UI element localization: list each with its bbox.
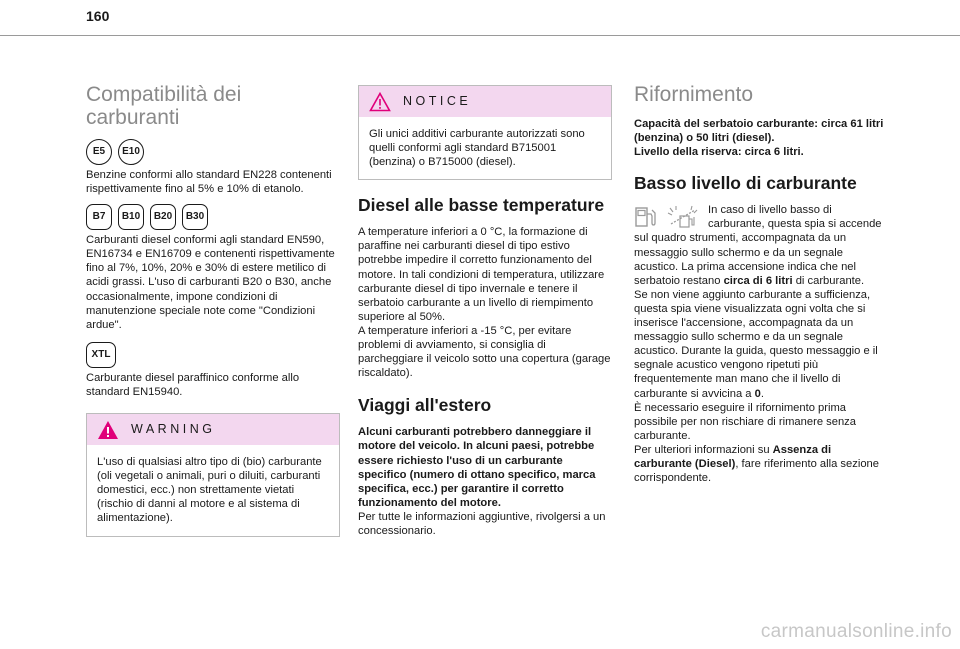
- low-fuel-reserve-amount: circa di 6 litri: [723, 274, 793, 287]
- fuel-pump-icon: [634, 205, 656, 229]
- warning-triangle-icon: [97, 420, 119, 440]
- low-fuel-reference-text: Per ulteriori informazioni su: [634, 443, 773, 456]
- low-fuel-icons: [634, 203, 700, 229]
- reserve-level: Livello della riserva: circa 6 litri.: [634, 146, 804, 159]
- low-fuel-intro: In caso di livello basso di carburante, questa spia si accende sul quadro strumenti, accompagnata da un messaggio sullo schermo e da un segnale acustico. La prima accensione indica che nel serbatoio restano: [634, 204, 882, 287]
- column-refuelling: [634, 83, 888, 485]
- travel-warning: Alcuni carburanti potrebbero danneggiare il motore del veicolo. In alcuni paesi, potrebbe essere richiesto l'uso di un carburante specifico (numero di ottano specifico, marca specifica, ecc.) per garantire il corretto funzionamento del motore.: [358, 426, 596, 509]
- low-fuel-paragraph-3: È necessario eseguire il rifornimento prima possibile per non rischiare di rimanere senza carburante.: [634, 401, 856, 442]
- diesel-cold-paragraph-2: A temperature inferiori a -15 °C, per evitare problemi di avviamento, si consiglia di parcheggiare il veicolo sotto una copertura (garage riscaldato).: [358, 324, 611, 380]
- fuel-label-b20-icon: B20: [150, 204, 176, 230]
- section-title-refuelling: Rifornimento: [634, 83, 754, 106]
- diesel-badges: [86, 204, 340, 230]
- diesel-description: Carburanti diesel conformi agli standard EN590, EN16734 e EN16709 e contenenti rispettivamente fino al 7%, 10%, 20% e 30% di estere metilico di acidi grassi. L'uso di carburanti B20 o B30, anche occasionalmente, impone condizioni di manutenzione speciale note come "Condizioni ardue".: [86, 234, 335, 331]
- fuel-label-xtl-icon: XTL: [86, 342, 116, 368]
- low-fuel-zero: 0: [754, 387, 761, 400]
- warning-body: [87, 445, 339, 535]
- notice-box: [358, 85, 612, 180]
- warning-box: [86, 413, 340, 536]
- tank-capacity: Capacità del serbatoio carburante: circa 61 litri (benzina) o 50 litri (diesel).: [634, 118, 884, 145]
- petrol-description: Benzine conformi allo standard EN228 contenenti rispettivamente fino al 5% e 10% di etanolo.: [86, 169, 332, 196]
- column-fuel-compatibility: [86, 83, 340, 537]
- diesel-cold-paragraph-1: A temperature inferiori a 0 °C, la formazione di paraffine nei carburanti diesel di tipo estivo potrebbe impedire il corretto funzionamento del motore. In tali condizioni di temperatura, utilizzare carburante diesel di tipo invernale e tenere il serbatoio carburante a un livello di riempimento superiore al 50%.: [358, 226, 605, 323]
- warning-title: WARNING: [131, 422, 216, 437]
- fuel-label-e5-icon: E5: [86, 139, 112, 165]
- fuel-label-b7-icon: B7: [86, 204, 112, 230]
- notice-text: Gli unici additivi carburante autorizzati sono quelli conformi agli standard B715001 (benzina) o B715000 (diesel).: [369, 128, 585, 169]
- warning-text: L'uso di qualsiasi altro tipo di (bio) carburante (oli vegetali o animali, puri o diluiti, carburanti domestici, ecc.) non strettamente vietati (rischio di danni al motore e al sistema di alimentazione).: [97, 456, 322, 525]
- section-title-diesel-cold: Diesel alle basse temperature: [358, 195, 605, 216]
- source-watermark: carmanualsonline.info: [760, 621, 952, 642]
- low-fuel-warning-icon: [666, 205, 700, 229]
- low-fuel-reference-end: , fare riferimento alla sezione corrispondente.: [634, 457, 879, 485]
- xtl-description: Carburante diesel paraffinico conforme allo standard EN15940.: [86, 371, 300, 398]
- low-fuel-paragraph-4: [634, 443, 888, 485]
- notice-triangle-icon: [369, 92, 391, 112]
- low-fuel-repeat-text: Se non viene aggiunto carburante a sufficienza, questa spia viene visualizzata ogni volta che si inserisce l'accensione, accompagnata da un messaggio sullo schermo e da un segnale acustico. Durante la guida, questo messaggio e il segnale acustico vengono ripetuti più frequentemente man mano che il livello di carburante si avvicina a: [634, 288, 878, 400]
- header-divider: [0, 35, 960, 36]
- column-diesel: [358, 85, 612, 538]
- notice-body: [359, 117, 611, 179]
- travel-advice: Per tutte le informazioni aggiuntive, rivolgersi a un concessionario.: [358, 510, 606, 537]
- section-title-travel: Viaggi all'estero: [358, 395, 492, 416]
- notice-header: [359, 86, 611, 117]
- warning-header: [87, 414, 339, 445]
- fuel-label-b10-icon: B10: [118, 204, 144, 230]
- petrol-badges: [86, 139, 340, 165]
- notice-title: NOTICE: [403, 94, 472, 109]
- low-fuel-repeat-end: .: [760, 387, 764, 400]
- low-fuel-intro-end: di carburante.: [792, 274, 865, 287]
- low-fuel-paragraph-2: [634, 288, 888, 401]
- low-fuel-reference-link: Assenza di carburante (Diesel): [634, 443, 832, 470]
- section-title-compatibility: Compatibilità dei carburanti: [86, 83, 242, 129]
- fuel-label-b30-icon: B30: [182, 204, 208, 230]
- section-title-low-fuel: Basso livello di carburante: [634, 173, 857, 194]
- page-number: 160: [86, 8, 110, 24]
- xtl-badges: [86, 342, 340, 368]
- fuel-label-e10-icon: E10: [118, 139, 144, 165]
